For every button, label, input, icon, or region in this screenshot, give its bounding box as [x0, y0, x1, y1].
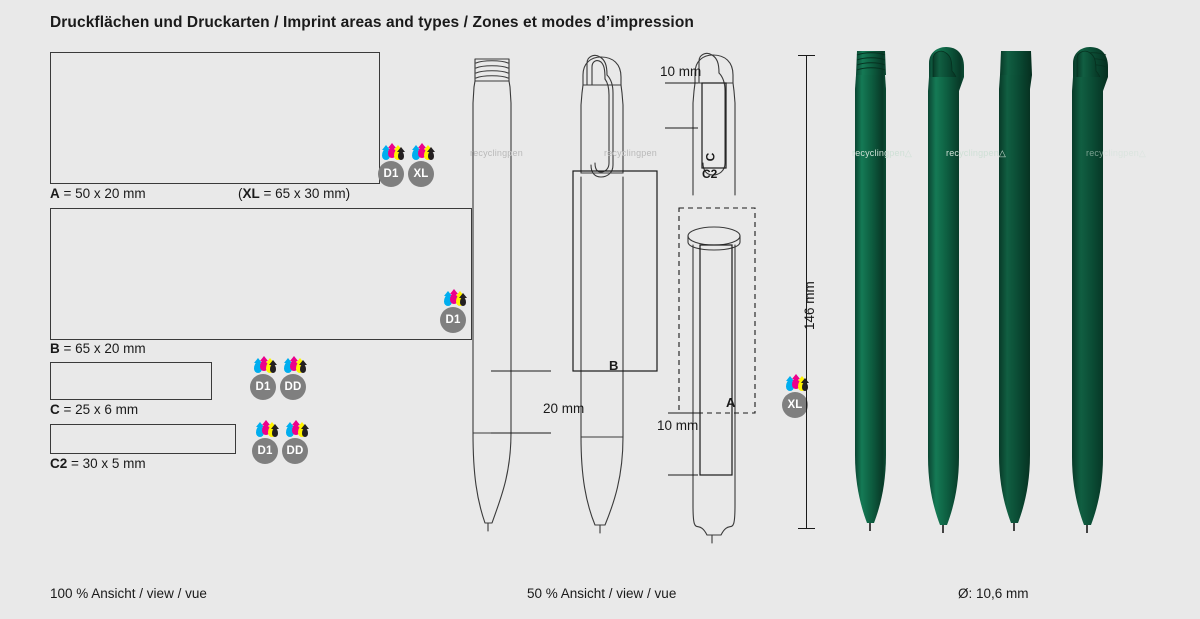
zone-rect-A: [700, 245, 732, 475]
badge-dd-area-c2: DD: [282, 438, 308, 464]
cmyk-drops-icon: [284, 360, 308, 373]
pen-technical-drawings: [455, 45, 835, 565]
badge-d1-area-a: D1: [378, 161, 404, 187]
pen-front-view: [473, 59, 511, 531]
page-title: Druckflächen und Druckarten / Imprint areas and types / Zones et modes d’impression: [50, 14, 694, 31]
dimension-clip-top: 10 mm: [660, 64, 702, 79]
pen1-print-text: recyclingpen: [470, 148, 523, 158]
cmyk-drops-icon: [412, 147, 436, 160]
imprint-area-C2: [50, 424, 236, 454]
dimension-total-height: 146 mm: [802, 281, 817, 330]
badge-xl-pen: XL: [782, 392, 808, 418]
badge-xl-area-a: XL: [408, 161, 434, 187]
caption-xl-prefix: (: [238, 186, 243, 201]
footer-scale-left: 100 % Ansicht / view / vue: [50, 586, 207, 601]
caption-xl-key: XL: [242, 186, 260, 201]
caption-area-A: [50, 186, 146, 201]
pen3-print-text: recyclingpen△: [852, 148, 913, 158]
footer-scale-center: 50 % Ansicht / view / vue: [527, 586, 677, 601]
badge-d1-area-c: D1: [250, 374, 276, 400]
zone-label-C2: C2: [702, 167, 718, 181]
pen4-print-text: recyclingpen△: [946, 148, 1007, 158]
pen-color-renders: [845, 45, 1155, 545]
caption-area-C-key: C: [50, 402, 60, 417]
pen-render-1: [855, 51, 886, 531]
imprint-area-C: [50, 362, 212, 400]
cmyk-drops-icon: [254, 360, 278, 373]
pen5-print-text: recyclingpen△: [1086, 148, 1147, 158]
badge-dd-area-c: DD: [280, 374, 306, 400]
badge-d1-area-b: D1: [440, 307, 466, 333]
caption-area-B-key: B: [50, 341, 60, 356]
dimension-barrel-top: 20 mm: [543, 401, 585, 416]
caption-area-C: [50, 402, 138, 417]
caption-xl-value: = 65 x 30 mm): [259, 186, 351, 201]
cmyk-drops-icon: [256, 424, 280, 437]
pen-zones-view: [693, 53, 735, 543]
total-height-tick-top: [798, 55, 815, 56]
pen-side-view: [581, 55, 623, 533]
dimension-barrel-a-offset: 10 mm: [657, 418, 699, 433]
caption-area-A-value: = 50 x 20 mm: [59, 186, 146, 201]
cmyk-drops-icon: [286, 424, 310, 437]
zone-label-B: B: [609, 358, 619, 373]
zone-rect-B: [573, 171, 657, 371]
footer-diameter: Ø: 10,6 mm: [958, 586, 1029, 601]
caption-area-B: [50, 341, 146, 356]
caption-area-A-xl: [238, 186, 350, 201]
imprint-area-B: [50, 208, 472, 340]
zone-label-C: C: [703, 152, 718, 162]
caption-area-C-value: = 25 x 6 mm: [59, 402, 139, 417]
imprint-area-A: [50, 52, 380, 184]
pen2-print-text: recyclingpen: [604, 148, 657, 158]
caption-area-C2: [50, 456, 146, 471]
pen-render-3: [999, 51, 1032, 531]
zone-label-A: A: [726, 395, 736, 410]
caption-area-C2-key: C2: [50, 456, 68, 471]
caption-area-B-value: = 65 x 20 mm: [59, 341, 146, 356]
badge-d1-area-c2: D1: [252, 438, 278, 464]
caption-area-A-key: A: [50, 186, 60, 201]
pen-render-2: [928, 47, 964, 533]
pen-render-4: [1072, 47, 1108, 533]
total-height-tick-bottom: [798, 528, 815, 529]
cmyk-drops-icon: [382, 147, 406, 160]
caption-area-C2-value: = 30 x 5 mm: [67, 456, 146, 471]
